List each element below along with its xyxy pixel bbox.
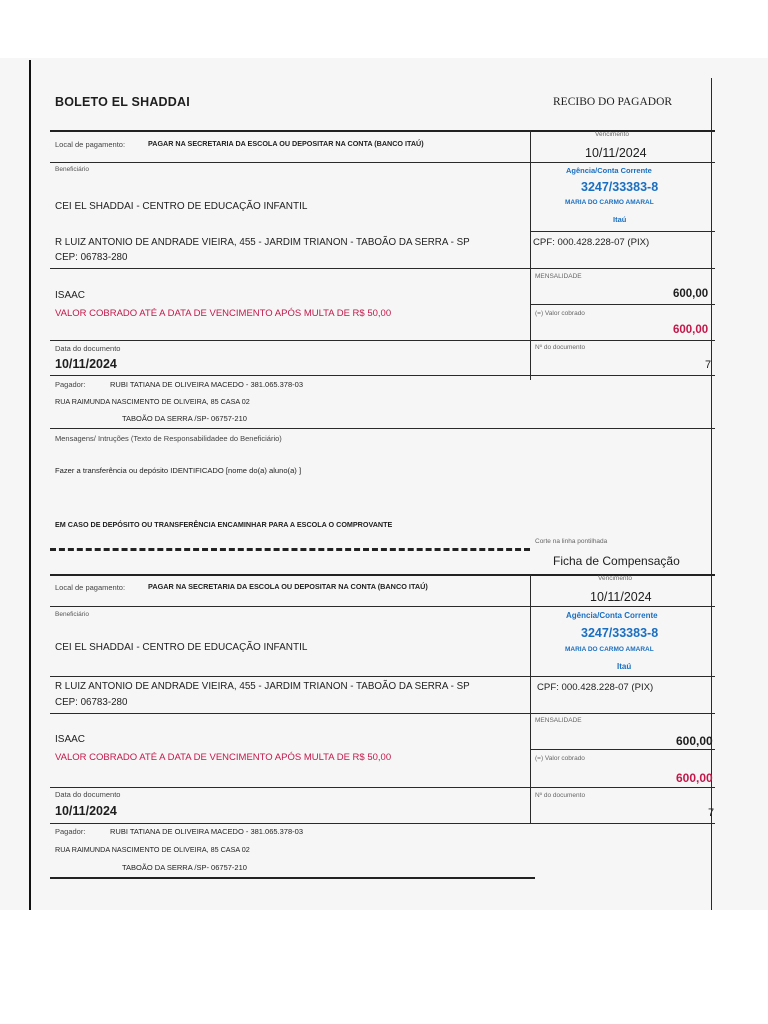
slip1-mensalidade-value: 600,00 [673,288,709,300]
page-edge-right [711,78,712,910]
messages-warning: EM CASO DE DEPÓSITO OU TRANSFERÊNCIA ENCAMINHAR PARA A ESCOLA O COMPROVANTE [55,520,393,529]
slip2-data-doc-label: Data do documento [55,790,121,799]
slip1-rule [50,375,715,376]
slip2-vencimento-value: 10/11/2024 [590,590,652,604]
slip1-cep: CEP: 06783-280 [55,252,128,263]
slip1-address: R LUIZ ANTONIO DE ANDRADE VIEIRA, 455 - JARDIM TRIANON - TABOÃO DA SERRA - SP [55,237,470,248]
slip1-local-label: Local de pagamento: [55,140,126,149]
slip2-rule [50,606,715,607]
slip2-bank: Itaú [617,662,632,671]
slip1-pagador-city: TABOÃO DA SERRA /SP- 06757-210 [122,414,247,423]
slip2-rule [530,749,715,750]
slip1-cpf: CPF: 000.428.228-07 (PIX) [533,237,650,248]
slip2-agencia-label: Agência/Conta Corrente [566,611,658,620]
ficha-compensacao: Ficha de Compensação [553,554,680,568]
slip2-agencia-value: 3247/33383-8 [581,626,659,640]
slip2-mensalidade-value: 600,00 [676,734,713,748]
slip2-student: ISAAC [55,734,86,745]
slip1-pagador-street: RUA RAIMUNDA NASCIMENTO DE OLIVEIRA, 85 CASA 02 [55,397,250,406]
cut-line [50,548,530,551]
slip2-beneficiario-label: Beneficiário [55,611,89,618]
slip2-data-doc-value: 10/11/2024 [55,804,117,818]
slip2-local-label: Local de pagamento: [55,583,126,592]
slip2-titular: MARIA DO CARMO AMARAL [565,646,654,653]
slip2-mensalidade-label: MENSALIDADE [535,717,582,724]
slip2-pagador-value: RUBI TATIANA DE OLIVEIRA MACEDO - 381.065.378-03 [110,827,303,836]
slip2-valor-cobrado-label: (=) Valor cobrado [535,755,585,762]
slip1-titular: MARIA DO CARMO AMARAL [565,199,654,206]
slip1-rule [50,268,715,269]
slip2-rule [50,823,715,824]
slip2-rule [50,787,715,788]
slip2-rule [50,676,715,677]
slip1-num-doc-value: 7 [705,359,712,371]
slip2-rule [50,713,715,714]
slip1-num-doc-label: Nº do documento [535,344,586,351]
slip1-data-doc-label: Data do documento [55,344,121,353]
slip2-bottom-rule [50,877,535,879]
slip1-student: ISAAC [55,290,86,301]
slip1-agencia-label: Agência/Conta Corrente [566,166,652,175]
messages-instruction: Fazer a transferência ou depósito IDENTIFICADO [nome do(a) aluno(a) ] [55,466,302,475]
slip1-rule [530,231,715,232]
slip1-beneficiario-label: Beneficiário [55,166,89,173]
slip1-notice: VALOR COBRADO ATÉ A DATA DE VENCIMENTO APÓS MULTA DE R$ 50,00 [55,308,392,319]
slip1-mensalidade-label: MENSALIDADE [535,273,582,280]
slip2-num-doc-value: 7 [708,807,715,819]
slip1-valor-cobrado-label: (=) Valor cobrado [535,310,585,317]
slip2-pagador-label: Pagador: [55,827,86,836]
slip1-vencimento-label: Vencimento [595,131,629,138]
slip1-pagador-label: Pagador: [55,380,86,389]
slip2-local-value: PAGAR NA SECRETARIA DA ESCOLA OU DEPOSITAR NA CONTA (BANCO ITAÚ) [148,582,428,591]
slip2-beneficiario-name: CEI EL SHADDAI - CENTRO DE EDUCAÇÃO INFANTIL [55,642,308,653]
slip2-pagador-street: RUA RAIMUNDA NASCIMENTO DE OLIVEIRA, 85 CASA 02 [55,845,250,854]
slip1-bank: Itaú [613,215,627,224]
slip2-vencimento-label: Vencimento [598,575,632,582]
slip2-notice: VALOR COBRADO ATÉ A DATA DE VENCIMENTO APÓS MULTA DE R$ 50,00 [55,752,392,763]
messages-label: Mensagens/ Intruções (Texto de Responsabilidadee do Beneficiário) [55,434,282,443]
slip2-address: R LUIZ ANTONIO DE ANDRADE VIEIRA, 455 - JARDIM TRIANON - TABOÃO DA SERRA - SP [55,681,470,692]
slip1-agencia-value: 3247/33383-8 [581,180,659,194]
slip1-vencimento-value: 10/11/2024 [585,146,647,160]
slip1-rule [50,428,715,429]
page-edge-left [29,60,31,910]
slip1-data-doc-value: 10/11/2024 [55,357,117,371]
slip1-rule [50,162,715,163]
slip1-local-value: PAGAR NA SECRETARIA DA ESCOLA OU DEPOSITAR NA CONTA (BANCO ITAÚ) [148,139,424,148]
slip2-cpf: CPF: 000.428.228-07 (PIX) [537,682,654,693]
slip1-rule [50,340,715,341]
slip2-num-doc-label: Nº do documento [535,792,586,799]
slip2-pagador-city: TABOÃO DA SERRA /SP- 06757-210 [122,863,247,872]
cut-label: Corte na linha pontilhada [535,538,608,545]
slip1-right-column [530,130,531,380]
slip1-beneficiario-name: CEI EL SHADDAI - CENTRO DE EDUCAÇÃO INFANTIL [55,201,308,212]
slip1-pagador-value: RUBI TATIANA DE OLIVEIRA MACEDO - 381.065.378-03 [110,380,303,389]
boleto-title: BOLETO EL SHADDAI [55,95,190,109]
slip2-cep: CEP: 06783-280 [55,697,128,708]
receipt-label: RECIBO DO PAGADOR [553,96,673,108]
slip1-rule [530,304,715,305]
slip1-valor-cobrado-value: 600,00 [673,324,709,336]
slip2-valor-cobrado-value: 600,00 [676,771,713,785]
